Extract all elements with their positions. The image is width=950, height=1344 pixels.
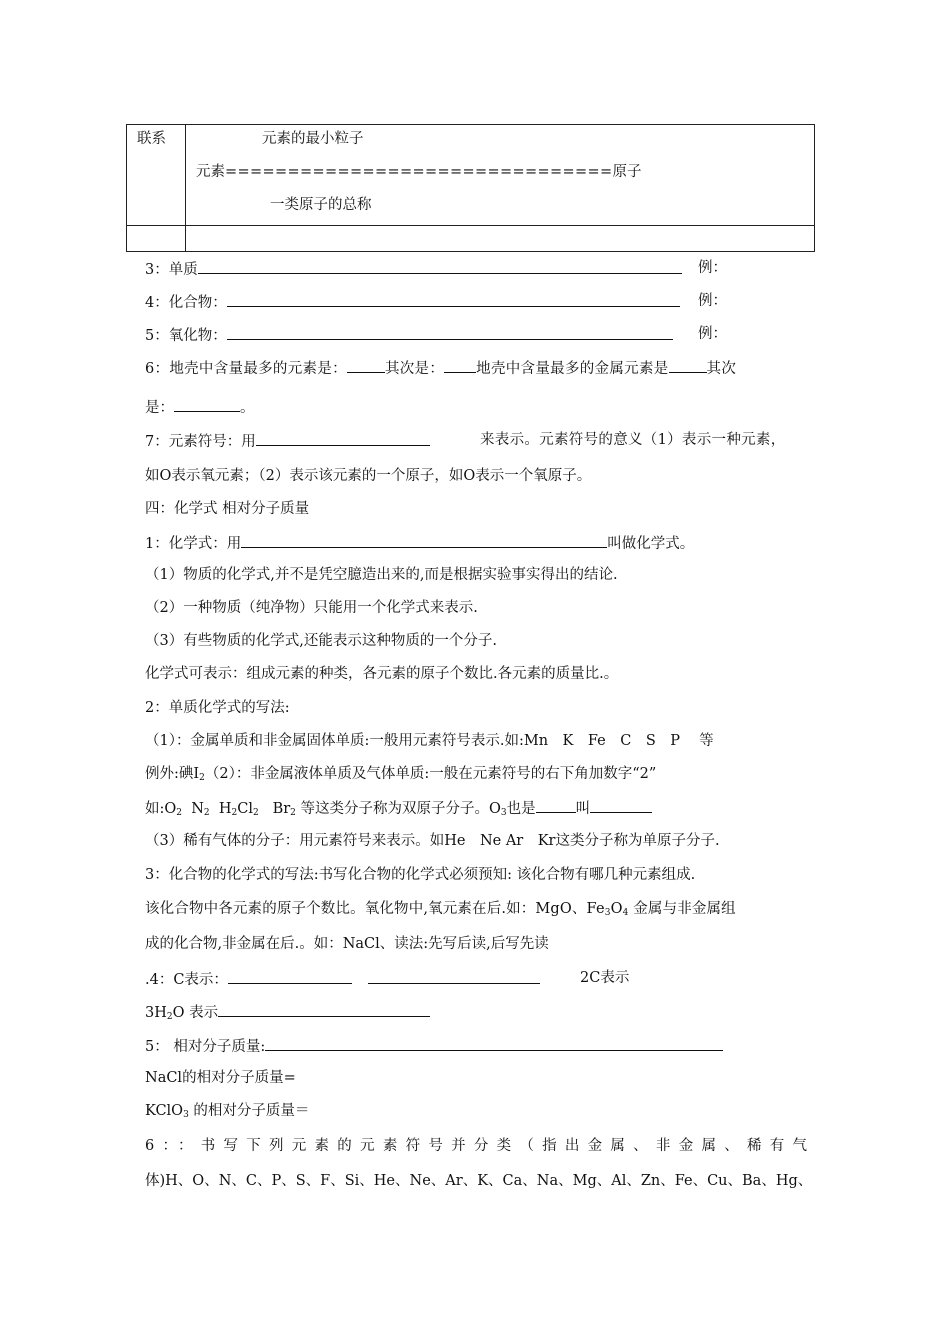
sub-o2: 2 xyxy=(176,808,183,818)
blank-relative-mass xyxy=(265,1036,723,1051)
line-relative-mass xyxy=(145,1036,723,1056)
table-row-label: 联系 xyxy=(137,131,166,147)
line-6-part-d: 其次 xyxy=(706,361,737,377)
diatomic-called: 叫 xyxy=(575,801,591,817)
line-4-label: 4：化合物： xyxy=(145,295,227,311)
line-3-example: 例： xyxy=(698,260,727,276)
element-classify-line-2: 体)H、O、N、C、P、S、F、Si、He、Ne、Ar、K、Ca、Na、Mg、Al、Zn、Fe、Cu、Ba、Hg、 xyxy=(145,1173,813,1189)
blank-ozone-1 xyxy=(536,798,576,813)
line-6-part-c: 地壳中含量最多的金属元素是 xyxy=(476,361,669,377)
line-6-continued xyxy=(145,397,255,417)
table-equals: =============================== xyxy=(225,164,613,180)
diatomic-n: N xyxy=(191,801,204,817)
blank-compound xyxy=(227,292,680,307)
line-5-label: 5：氧化物： xyxy=(145,328,227,344)
table-bottom-text: 一类原子的总称 xyxy=(270,197,372,213)
sub-h2o: 2 xyxy=(166,1012,173,1022)
line-7-part-b: 来表示。元素符号的意义（1）表示一种元素， xyxy=(480,432,786,448)
compound-formula-line-3: 成的化合物,非金属在后.。如：NaCl、读法:先写后读,后写先读 xyxy=(145,936,549,952)
table-column-divider xyxy=(185,125,186,251)
line-6-part-b: 其次是： xyxy=(384,361,445,377)
sub-cl2: 2 xyxy=(253,808,259,818)
h2o-suffix: O 表示 xyxy=(172,1005,219,1021)
kclo3-formula: KClO xyxy=(145,1103,184,1119)
c-meaning-label: .4：C表示： xyxy=(145,972,228,988)
sub-o3: 3 xyxy=(500,808,507,818)
sub-h2: 2 xyxy=(231,808,238,818)
blank-crust-metal xyxy=(669,358,707,373)
blank-element-symbol xyxy=(256,431,430,446)
relation-table xyxy=(126,124,815,252)
compound-formula-title: 3：化合物的化学式的写法:书写化合物的化学式必须预知: 该化合物有哪几种元素组成. xyxy=(145,867,696,883)
line-3-simple-substance xyxy=(145,259,682,279)
diatomic-also: 也是 xyxy=(506,801,536,817)
simple-formula-rule-1: （1）：金属单质和非金属固体单质:一般用元素符号表示.如:Mn K Fe C S P 等 xyxy=(145,733,714,749)
blank-ozone-2 xyxy=(590,798,652,813)
h2o-prefix: 3H xyxy=(145,1005,167,1021)
formula-def-part-b: 叫做化学式。 xyxy=(607,536,695,552)
nacl-mass: NaCl的相对分子质量= xyxy=(145,1070,296,1086)
compound-line-2-o: O xyxy=(610,901,623,917)
element-classify-line-1: 6：：书写下列元素的元素符号并分类（指出金属、非金属、稀有气 xyxy=(145,1138,807,1154)
line-2c-meaning: 2C表示 xyxy=(580,970,630,986)
compound-line-2-part-b: 金属与非金属组 xyxy=(633,901,736,917)
table-left-term: 元素 xyxy=(196,164,225,180)
line-6-crust xyxy=(145,358,736,378)
diatomic-text: 等这类分子称为双原子分子。O xyxy=(300,801,501,817)
line-6-part-a: 6：地壳中含量最多的元素是： xyxy=(145,361,347,377)
formula-point-4: 化学式可表示：组成元素的种类，各元素的原子个数比.各元素的质量比.。 xyxy=(145,666,619,682)
compound-formula-line-2 xyxy=(145,900,736,918)
kclo3-mass xyxy=(145,1102,309,1120)
line-formula-def xyxy=(145,533,694,553)
table-equation xyxy=(196,163,641,181)
line-7-part-a: 7：元素符号：用 xyxy=(145,434,256,450)
line-7-element-symbol xyxy=(145,431,430,451)
blank-simple-substance xyxy=(198,259,682,274)
diatomic-cl: Cl xyxy=(237,801,253,817)
sub-n2: 2 xyxy=(203,808,210,818)
formula-def-part-a: 1：化学式：用 xyxy=(145,536,242,552)
rule-2-subscript: 2 xyxy=(199,773,205,783)
noble-gas-rule: （3）稀有气体的分子：用元素符号来表示。如He Ne Ar Kr这类分子称为单原子分子. xyxy=(145,833,720,849)
sub-fe3: 3 xyxy=(604,908,611,918)
line-7-part-c: 如O表示氧元素；（2）表示该元素的一个原子，如O表示一个氧原子。 xyxy=(145,468,592,484)
sub-br2: 2 xyxy=(290,808,296,818)
line-5-oxide xyxy=(145,325,673,345)
relative-mass-label: 5： 相对分子质量: xyxy=(145,1039,266,1055)
line-4-compound xyxy=(145,292,680,312)
table-right-term: 原子 xyxy=(612,164,642,180)
formula-point-1: （1）物质的化学式,并不是凭空臆造出来的,而是根据实验事实得出的结论. xyxy=(145,567,618,583)
blank-oxide xyxy=(227,325,673,340)
line-c-meaning xyxy=(145,969,540,989)
line-3h2o-meaning xyxy=(145,1002,430,1022)
blank-crust-metal-second xyxy=(174,397,240,412)
line-5-example: 例： xyxy=(698,326,727,342)
blank-formula-def xyxy=(241,533,607,548)
blank-crust-second xyxy=(444,358,476,373)
formula-point-2: （2）一种物质（纯净物）只能用一个化学式来表示. xyxy=(145,600,478,616)
kclo3-text: 的相对分子质量＝ xyxy=(193,1103,310,1119)
diatomic-h: H xyxy=(218,801,232,817)
section-4-title: 四：化学式 相对分子质量 xyxy=(145,501,310,517)
compound-line-2-part-a: 该化合物中各元素的原子个数比。氧化物中,氧元素在后.如：MgO、Fe xyxy=(145,901,605,917)
diatomic-line xyxy=(145,798,652,818)
line-6-part-e: 是： xyxy=(145,400,174,416)
sub-kclo3: 3 xyxy=(183,1110,189,1120)
line-4-example: 例： xyxy=(698,293,727,309)
blank-crust-most xyxy=(347,358,385,373)
blank-c-meaning-2 xyxy=(368,969,540,984)
rule-2-part-b: （2）：非金属液体单质及气体单质:一般在元素符号的右下角加数字“2” xyxy=(204,766,657,782)
diatomic-o: 如:O xyxy=(145,801,177,817)
table-row-divider xyxy=(127,225,814,226)
rule-2-part-a: 例外:碘I xyxy=(145,766,200,782)
blank-c-meaning-1 xyxy=(228,969,352,984)
formula-point-3: （3）有些物质的化学式,还能表示这种物质的一个分子. xyxy=(145,633,497,649)
line-6-part-f: 。 xyxy=(240,400,255,416)
simple-formula-title: 2：单质化学式的写法: xyxy=(145,700,290,716)
line-3-label: 3：单质 xyxy=(145,262,198,278)
sub-o4: 4 xyxy=(622,908,629,918)
table-top-text: 元素的最小粒子 xyxy=(262,131,364,147)
simple-formula-rule-2 xyxy=(145,765,656,783)
diatomic-br: Br xyxy=(272,801,291,817)
blank-3h2o xyxy=(218,1002,430,1017)
